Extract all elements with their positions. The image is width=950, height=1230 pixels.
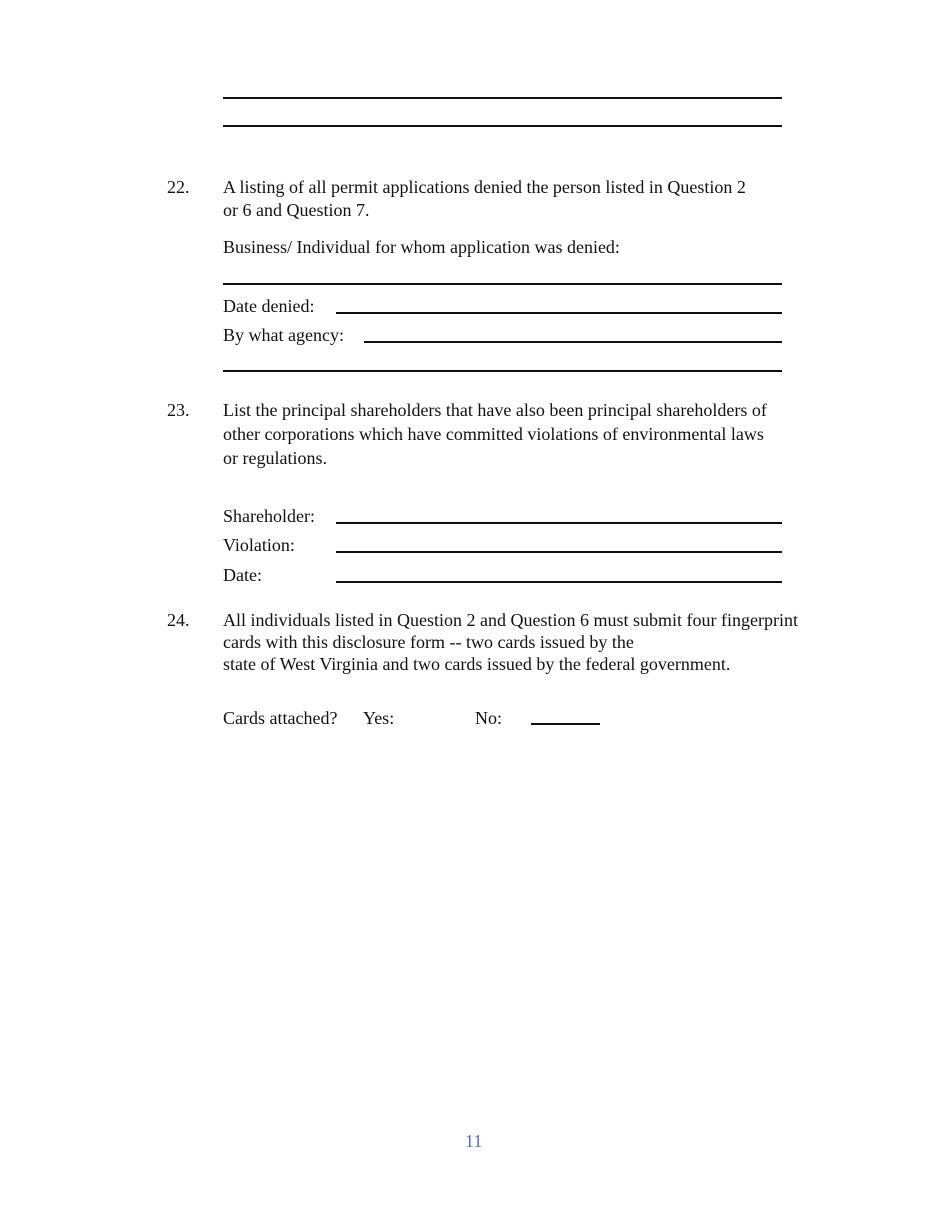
q24-cards-label: Cards attached?	[223, 708, 338, 728]
q23-text-line-1: List the principal shareholders that have also been principal shareholders of	[223, 400, 767, 420]
blank-line-top-2[interactable]	[223, 125, 782, 127]
q23-date-field[interactable]	[336, 581, 782, 583]
q23-violation-label: Violation:	[223, 535, 295, 555]
q23-number: 23.	[167, 400, 190, 420]
q23-text-line-3: or regulations.	[223, 448, 327, 468]
q24-yes-label: Yes:	[363, 708, 395, 728]
q22-extra-field[interactable]	[223, 370, 782, 372]
q24-no-label: No:	[475, 708, 502, 728]
q23-shareholder-label: Shareholder:	[223, 506, 315, 526]
q22-agency-field[interactable]	[364, 341, 782, 343]
q23-text-line-2: other corporations which have committed violations of environmental laws	[223, 424, 764, 444]
q23-date-label: Date:	[223, 565, 262, 585]
q22-text-line-2: or 6 and Question 7.	[223, 200, 370, 220]
blank-line-top-1[interactable]	[223, 97, 782, 99]
q23-shareholder-field[interactable]	[336, 522, 782, 524]
q24-text-line-1: All individuals listed in Question 2 and Question 6 must submit four fingerprint	[223, 610, 798, 630]
q22-date-denied-label: Date denied:	[223, 296, 315, 316]
q24-number: 24.	[167, 610, 190, 630]
q22-date-denied-field[interactable]	[336, 312, 782, 314]
q24-no-field[interactable]	[531, 723, 600, 725]
q22-business-field[interactable]	[223, 283, 782, 285]
page-number: 11	[465, 1131, 483, 1151]
q22-number: 22.	[167, 177, 190, 197]
q23-violation-field[interactable]	[336, 551, 782, 553]
q22-agency-label: By what agency:	[223, 325, 344, 345]
q22-business-label: Business/ Individual for whom application was denied:	[223, 237, 620, 257]
q24-text-line-3: state of West Virginia and two cards issued by the federal government.	[223, 654, 731, 674]
q22-text-line-1: A listing of all permit applications denied the person listed in Question 2	[223, 177, 746, 197]
q24-text-line-2: cards with this disclosure form -- two cards issued by the	[223, 632, 634, 652]
